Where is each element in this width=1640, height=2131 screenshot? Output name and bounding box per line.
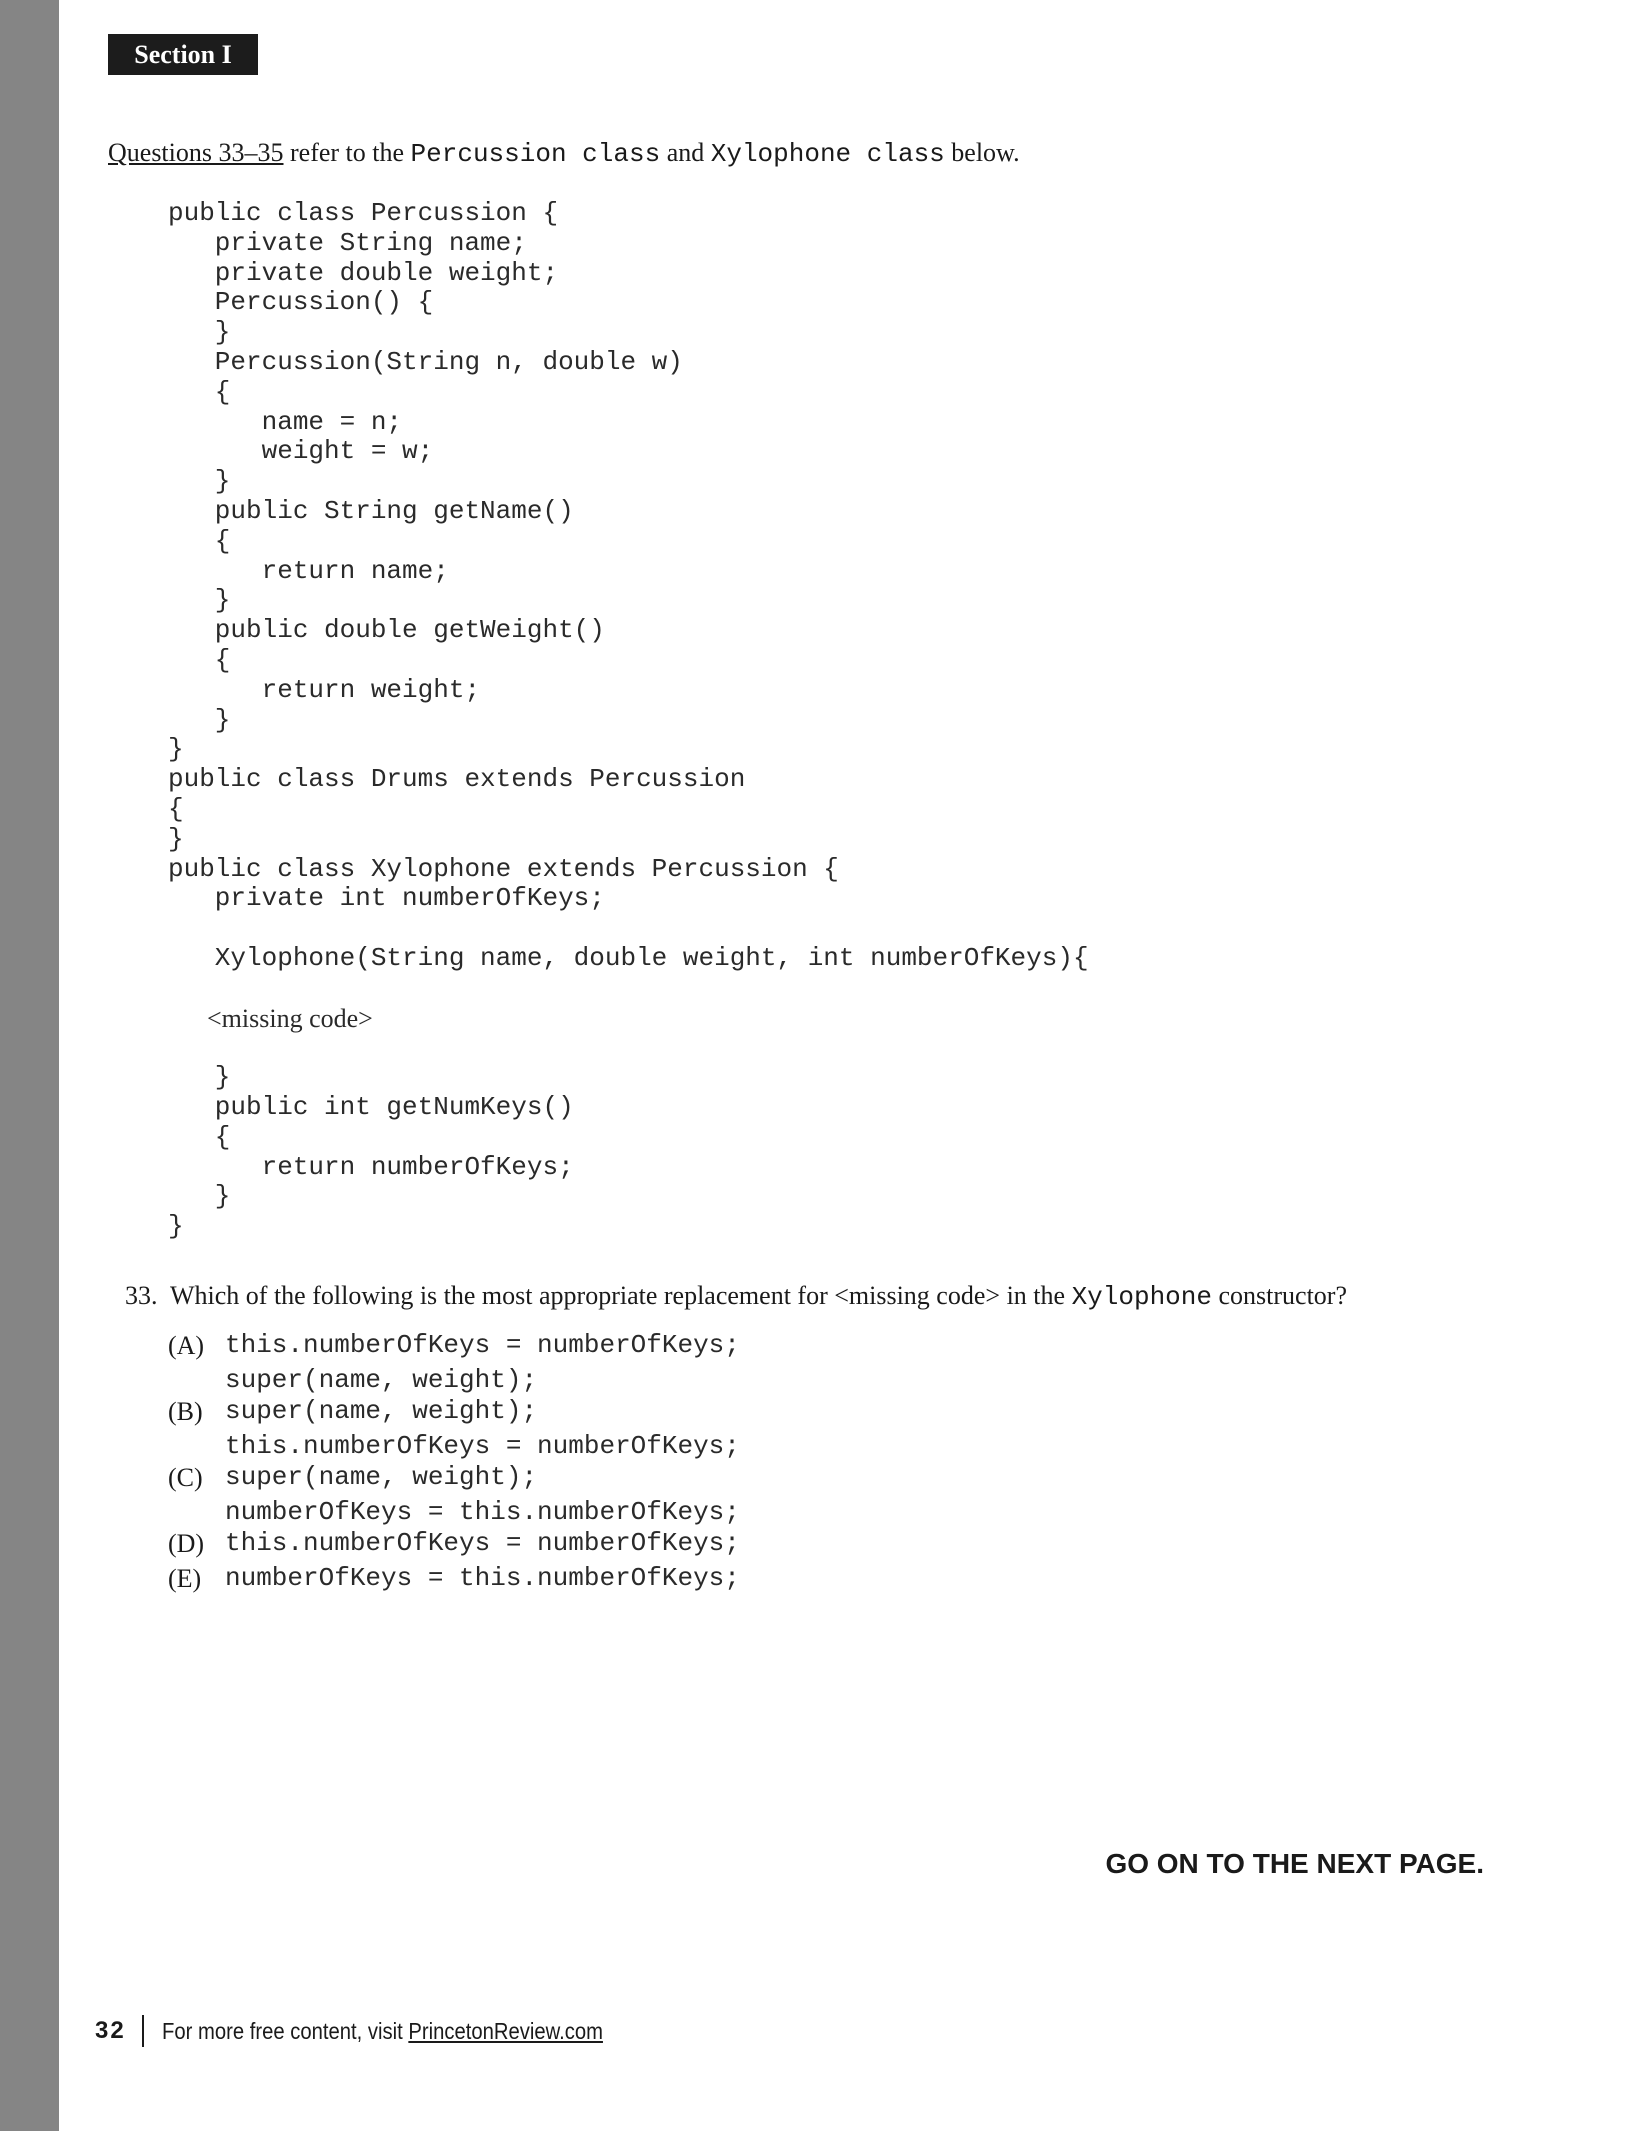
intro-code-1: Percussion class bbox=[410, 139, 661, 169]
code-line: private int numberOfKeys; bbox=[168, 883, 605, 914]
question-text-2: in the bbox=[1000, 1281, 1072, 1310]
code-line: public int getNumKeys() bbox=[168, 1091, 574, 1122]
code-line: } bbox=[168, 317, 231, 348]
code-line bbox=[168, 914, 1089, 944]
question-text-3: constructor? bbox=[1212, 1281, 1348, 1310]
question-number: 33. bbox=[125, 1281, 158, 1310]
code-line: public double getWeight() bbox=[168, 615, 605, 646]
code-line: } bbox=[168, 1181, 231, 1212]
choice-letter: (E) bbox=[168, 1564, 202, 1593]
code-line: } bbox=[168, 734, 184, 765]
code-line: } bbox=[168, 823, 184, 854]
code-line: Percussion(String n, double w) bbox=[168, 346, 683, 377]
code-line: public class Drums extends Percussion bbox=[168, 764, 746, 795]
questions-ref: Questions 33–35 bbox=[108, 138, 284, 167]
section-label: Section I bbox=[108, 34, 258, 75]
code-line: private double weight; bbox=[168, 257, 559, 288]
code-line: { bbox=[168, 376, 231, 407]
code-line: { bbox=[168, 1121, 231, 1152]
code-line: public class Xylophone extends Percussion { bbox=[168, 853, 839, 884]
question-33 bbox=[125, 1278, 1347, 1315]
choice-code: this.numberOfKeys = numberOfKeys; bbox=[225, 1431, 740, 1461]
go-next-notice: GO ON TO THE NEXT PAGE. bbox=[1105, 1848, 1484, 1879]
code-line: { bbox=[168, 644, 231, 675]
code-line: return weight; bbox=[168, 674, 481, 705]
page-number: 32 bbox=[95, 2017, 126, 2044]
choice-letter: (B) bbox=[168, 1397, 203, 1426]
choice-code: this.numberOfKeys = numberOfKeys; bbox=[225, 1330, 740, 1360]
question-code: Xylophone bbox=[1071, 1282, 1212, 1312]
code-line: Percussion() { bbox=[168, 287, 434, 318]
code-line: { bbox=[168, 793, 184, 824]
code-line: } bbox=[168, 1211, 184, 1242]
code-line: weight = w; bbox=[168, 436, 434, 467]
footer-visit bbox=[162, 2018, 603, 2045]
intro-text bbox=[108, 135, 1020, 172]
code-line: name = n; bbox=[168, 406, 403, 437]
intro-text-3: below. bbox=[944, 138, 1020, 167]
choice-letter: (C) bbox=[168, 1463, 203, 1492]
choice-letter: (D) bbox=[168, 1529, 205, 1558]
code-line bbox=[168, 1033, 1089, 1063]
choice-code: numberOfKeys = this.numberOfKeys; bbox=[225, 1563, 740, 1593]
code-line: return numberOfKeys; bbox=[168, 1151, 574, 1182]
footer-divider bbox=[142, 2015, 144, 2047]
footer-visit-text: For more free content, visit bbox=[161, 2017, 409, 2044]
code-line: public class Percussion { bbox=[168, 198, 559, 228]
choice-code: super(name, weight); bbox=[225, 1396, 538, 1426]
code-line: private String name; bbox=[168, 227, 527, 258]
code-line: } bbox=[168, 585, 231, 616]
code-line: public String getName() bbox=[168, 495, 574, 526]
princeton-review-link[interactable]: PrincetonReview.com bbox=[408, 2017, 603, 2044]
code-line: { bbox=[168, 525, 231, 556]
intro-code-2: Xylophone class bbox=[710, 139, 945, 169]
code-line: Xylophone(String name, double weight, int numberOfKeys){ bbox=[168, 942, 1089, 973]
code-line: } bbox=[168, 466, 231, 497]
question-placeholder: <missing code> bbox=[834, 1281, 1001, 1310]
choice-letter: (A) bbox=[168, 1331, 205, 1360]
code-line: <missing code> bbox=[168, 1003, 373, 1033]
choice-code: super(name, weight); bbox=[225, 1462, 538, 1492]
choice-code: this.numberOfKeys = numberOfKeys; bbox=[225, 1528, 740, 1558]
choice-code: numberOfKeys = this.numberOfKeys; bbox=[225, 1497, 740, 1527]
side-bar bbox=[0, 0, 59, 2131]
code-line: return name; bbox=[168, 555, 449, 586]
code-block bbox=[168, 199, 1089, 1242]
code-line bbox=[168, 974, 1089, 1004]
code-line: } bbox=[168, 1062, 231, 1093]
page-footer bbox=[95, 2014, 663, 2048]
intro-text-2: and bbox=[660, 138, 711, 167]
question-text-1: Which of the following is the most appropriate replacement for bbox=[170, 1281, 835, 1310]
choice-code: super(name, weight); bbox=[225, 1365, 538, 1395]
intro-text-1: refer to the bbox=[283, 138, 411, 167]
code-line: } bbox=[168, 704, 231, 735]
